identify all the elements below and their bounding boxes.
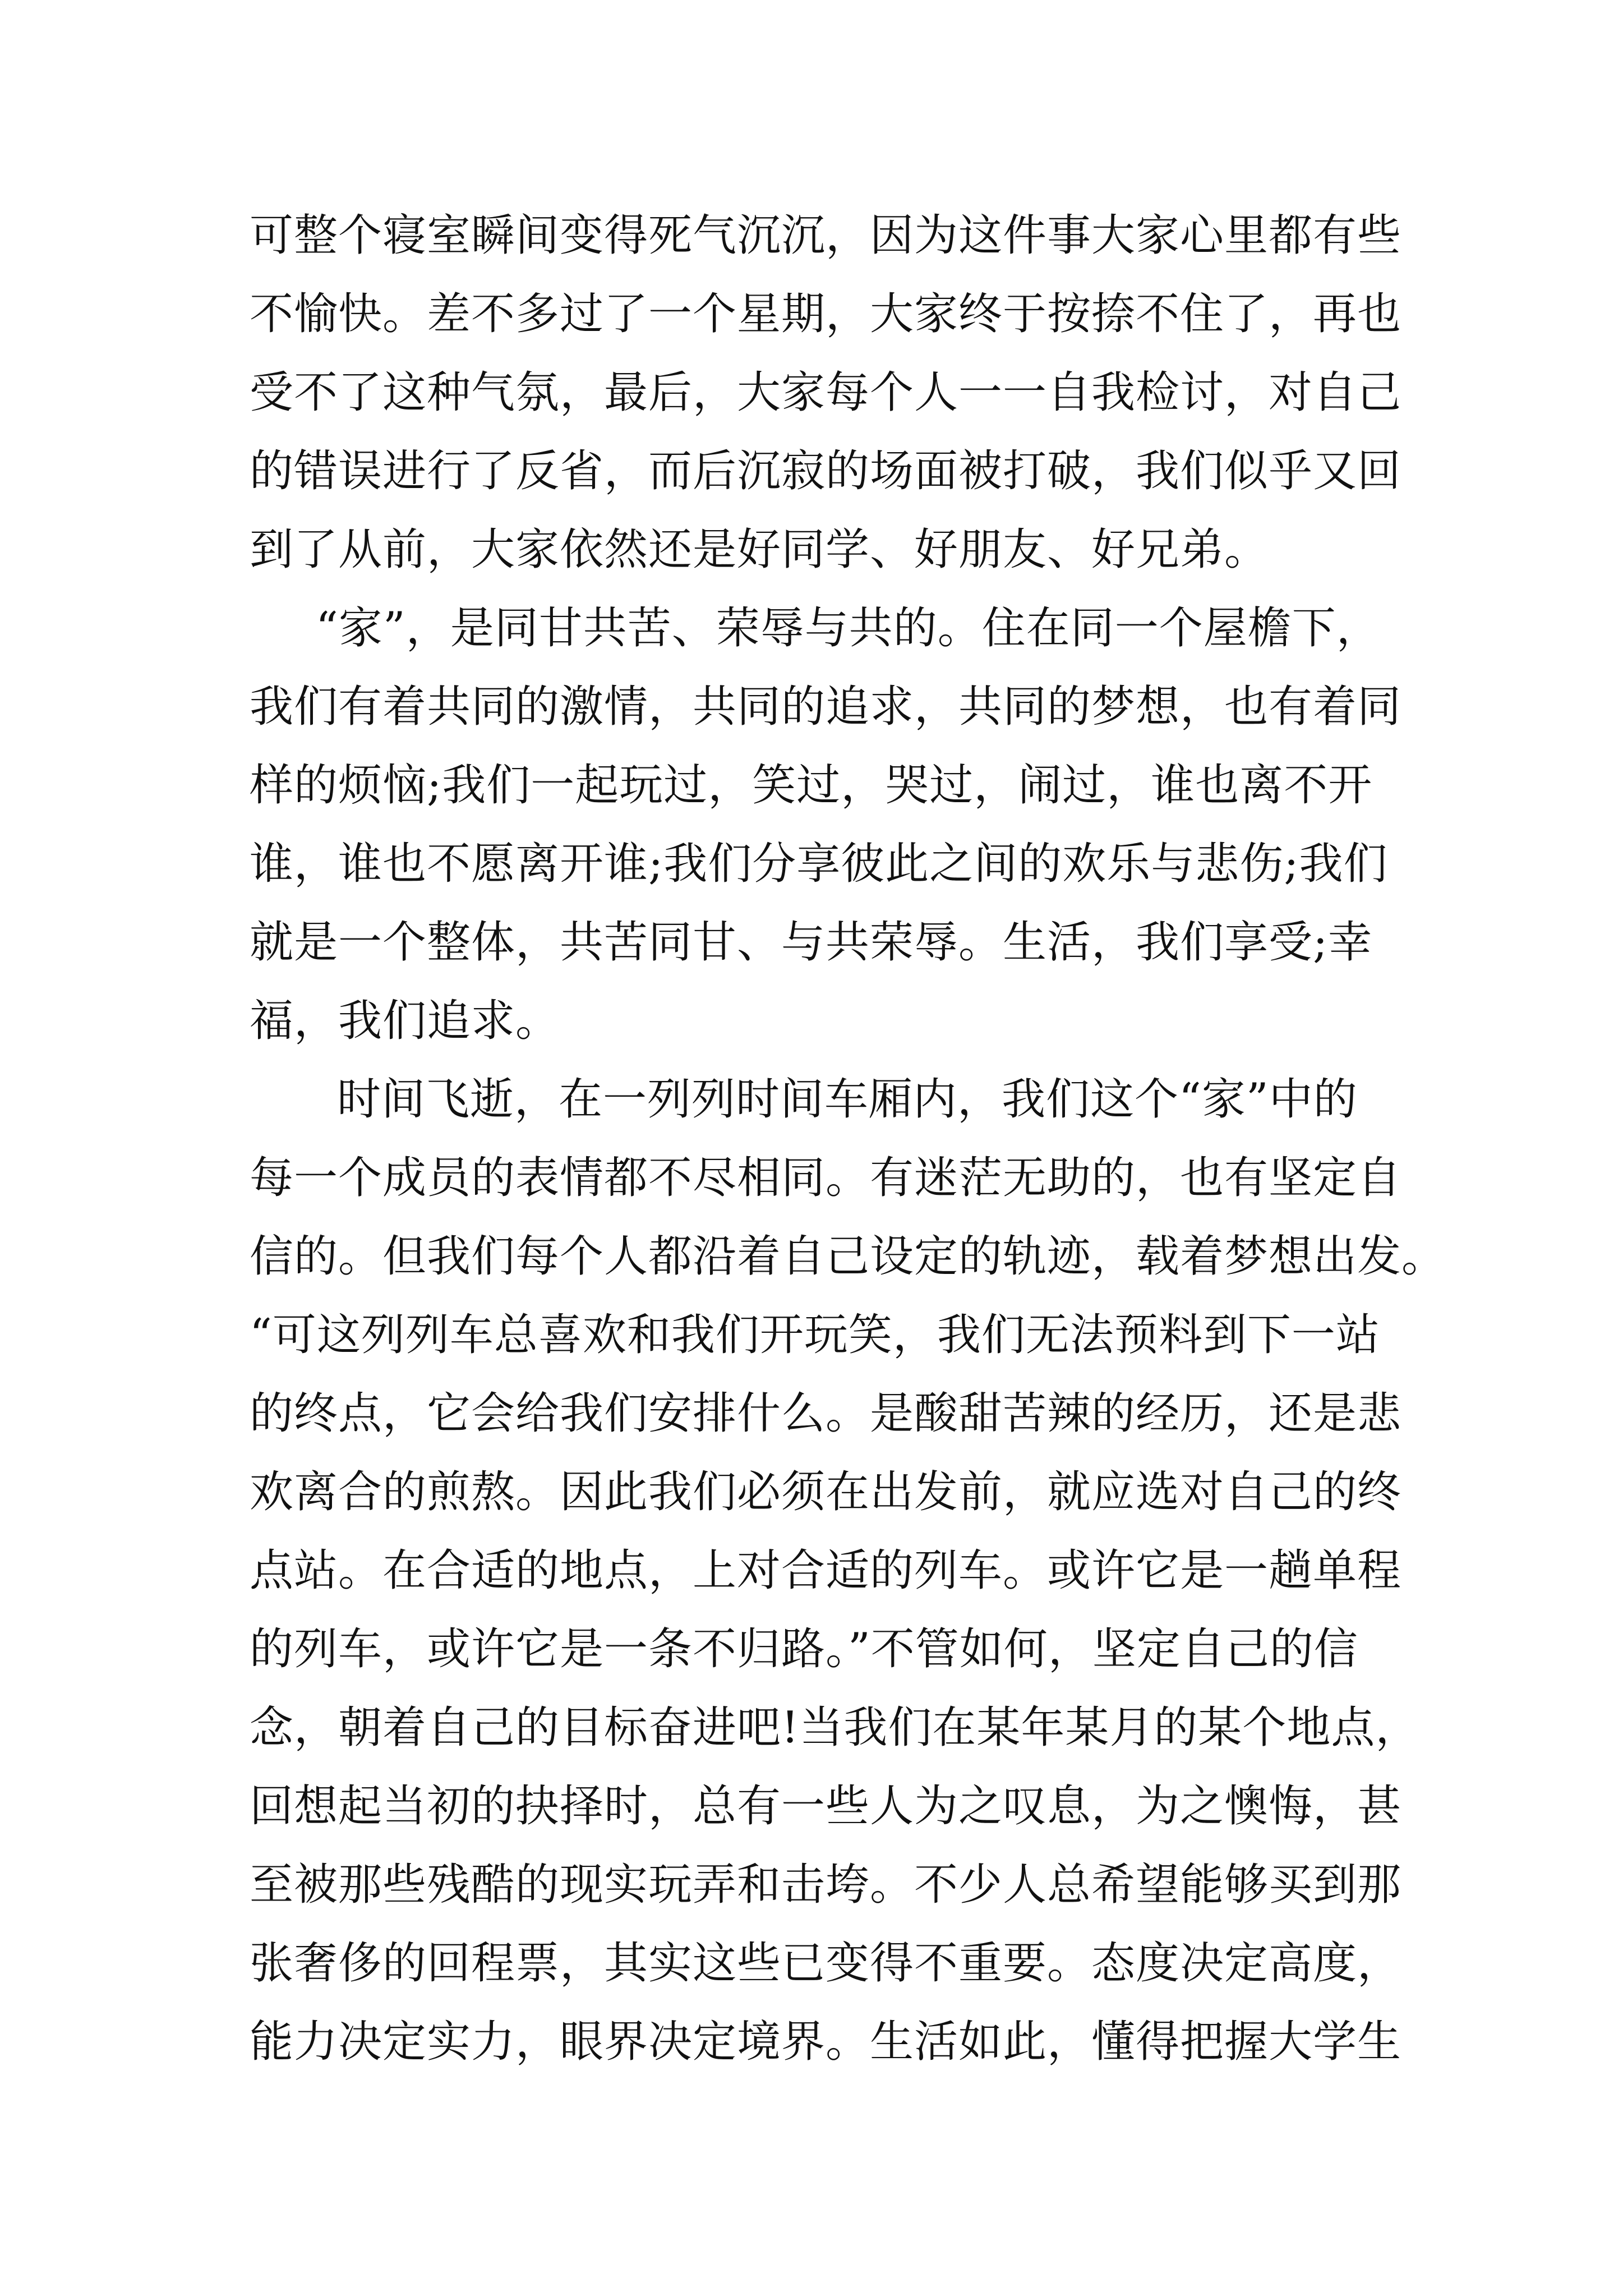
text-line: 每一个成员的表情都不尽相同。有迷茫无助的，也有坚定自 (250, 1153, 1402, 1203)
text-line: 至被那些残酷的现实玩弄和击垮。不少人总希望能够买到那 (250, 1860, 1402, 1910)
text-line: 念，朝着自己的目标奋进吧!当我们在某年某月的某个地点， (250, 1703, 1420, 1753)
text-line: 受不了这种气氛，最后，大家每个人一一自我检讨，对自己 (250, 367, 1402, 418)
paragraph-start-line: 时间飞逝，在一列列时间车厢内，我们这个“家”中的 (337, 1074, 1358, 1125)
text-line: 欢离合的煎熬。因此我们必须在出发前，就应选对自己的终 (250, 1467, 1402, 1517)
text-line: 的列车，或许它是一条不归路。”不管如何，坚定自己的信 (250, 1624, 1358, 1674)
paragraph-start-line: “家”，是同甘共苦、荣辱与共的。住在同一个屋檐下， (316, 603, 1381, 654)
text-line: 就是一个整体，共苦同甘、与共荣辱。生活，我们享受;幸 (250, 917, 1373, 968)
body-text (250, 196, 1446, 2081)
text-line: 点站。在合适的地点，上对合适的列车。或许它是一趟单程 (250, 1545, 1402, 1596)
text-line: 可整个寝室瞬间变得死气沉沉，因为这件事大家心里都有些 (250, 210, 1402, 261)
text-line: 我们有着共同的激情，共同的追求，共同的梦想，也有着同 (250, 682, 1402, 732)
text-line: 能力决定实力，眼界决定境界。生活如此，懂得把握大学生 (250, 2017, 1402, 2067)
text-line: 回想起当初的抉择时，总有一些人为之叹息，为之懊悔，甚 (250, 1781, 1402, 1832)
text-line: 的错误进行了反省，而后沉寂的场面被打破，我们似乎又回 (250, 446, 1402, 496)
text-line: 福，我们追求。 (250, 996, 560, 1046)
text-line: 不愉快。差不多过了一个星期，大家终于按捺不住了，再也 (250, 289, 1402, 339)
text-line: 样的烦恼;我们一起玩过，笑过，哭过，闹过，谁也离不开 (250, 760, 1373, 811)
text-line: 谁，谁也不愿离开谁;我们分享彼此之间的欢乐与悲伤;我们 (250, 839, 1388, 889)
text-line: 的终点，它会给我们安排什么。是酸甜苦辣的经历，还是悲 (250, 1388, 1402, 1439)
text-line: “可这列列车总喜欢和我们开玩笑，我们无法预料到下一站 (250, 1310, 1380, 1360)
text-line: 信的。但我们每个人都沿着自己设定的轨迹，载着梦想出发。 (250, 1231, 1446, 1282)
text-line: 到了从前，大家依然还是好同学、好朋友、好兄弟。 (250, 524, 1269, 575)
text-line: 张奢侈的回程票，其实这些已变得不重要。态度决定高度， (250, 1938, 1402, 1989)
